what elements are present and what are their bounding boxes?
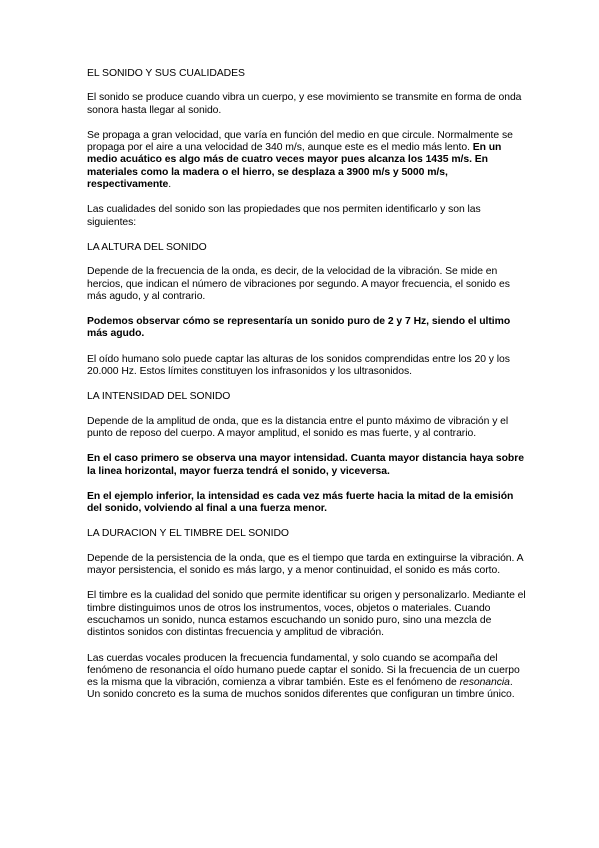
propagation-end: . bbox=[168, 179, 172, 191]
resonancia-text-end: . Un sonido concreto es la suma de muchos sonidos diferentes que configuran un timbre único. bbox=[87, 677, 515, 701]
timbre-paragraph: El timbre es la cualidad del sonido que permite identificar su origen y personalizarlo. Mediante el timbre distinguimos unos de otros los instrumentos, voces, objetos o materiales. Cuando escuchamos un sonido, nunca estamos escuchando un sonido puro, sino una mezcla de distintos sonidos con distintas frecuencia y amplitud de vibración. bbox=[87, 590, 526, 639]
duracion-paragraph-1: Depende de la persistencia de la onda, que es el tiempo que tarda en extinguirse la vibración. A mayor persistencia, el sonido es más largo, y a menor continuidad, el sonido es más corto. bbox=[87, 552, 523, 577]
altura-heading: LA ALTURA DEL SONIDO bbox=[87, 241, 207, 253]
intensidad-paragraph-3 bbox=[87, 491, 527, 516]
duracion-heading: LA DURACION Y EL TIMBRE DEL SONIDO bbox=[87, 528, 289, 540]
resonancia-italic-term: resonancia bbox=[459, 677, 510, 689]
intensidad-paragraph-2 bbox=[87, 453, 527, 478]
altura-bold-text: Podemos observar cómo se representaría un sonido puro de 2 y 7 Hz, siendo el ultimo más agudo. bbox=[87, 316, 511, 340]
altura-paragraph-2 bbox=[87, 316, 527, 341]
altura-paragraph-3: El oído humano solo puede captar las alturas de los sonidos comprendidas entre los 20 y los 20.000 Hz. Estos límites constituyen los infrasonidos y los ultrasonidos. bbox=[87, 353, 510, 378]
propagation-bold-text: En un medio acuático es algo más de cuatro veces mayor pues alcanza los 1435 m/s. En materiales como la madera o el hierro, se desplaza a 3900 m/s y 5000 m/s, respectivamente bbox=[87, 142, 502, 191]
propagation-paragraph bbox=[87, 130, 527, 191]
intensidad-heading: LA INTENSIDAD DEL SONIDO bbox=[87, 391, 231, 403]
document-title: EL SONIDO Y SUS CUALIDADES bbox=[87, 68, 245, 79]
intensidad-bold-text-1: En el caso primero se observa una mayor intensidad. Cuanta mayor distancia haya sobre la linea horizontal, mayor fuerza tendrá el sonido, y viceversa. bbox=[87, 453, 524, 477]
resonancia-text-start: Las cuerdas vocales producen la frecuencia fundamental, y solo cuando se acompaña del fenómeno de resonancia el oído humano puede captar el sonido. Si la frecuencia de un cuerpo es la misma que la vibración, comienza a vibrar también. Este es el fenómeno de bbox=[87, 652, 520, 689]
resonancia-paragraph bbox=[87, 653, 527, 702]
intensidad-paragraph-1: Depende de la amplitud de onda, que es la distancia entre el punto máximo de vibración y el punto de reposo del cuerpo. A mayor amplitud, el sonido es mas fuerte, y al contrario. bbox=[87, 415, 509, 439]
propagation-text: Se propaga a gran velocidad, que varía en función del medio en que circule. Normalmente se propaga por el aire a una velocidad de 340 m/s, aunque este es el medio más lento. bbox=[87, 129, 513, 154]
altura-paragraph-1: Depende de la frecuencia de la onda, es decir, de la velocidad de la vibración. Se mide en hercios, que indican el número de vibraciones por segundo. A mayor frecuencia, el sonido es más agudo, y al contrario. bbox=[87, 266, 510, 302]
document-body bbox=[87, 68, 527, 715]
intensidad-bold-text-2: En el ejemplo inferior, la intensidad es cada vez más fuerte hacia la mitad de la emisión del sonido, volviendo al final a una fuerza menor. bbox=[87, 490, 514, 515]
qualities-intro-paragraph: Las cualidades del sonido son las propiedades que nos permiten identificarlo y son las siguientes: bbox=[87, 204, 481, 228]
intro-paragraph: El sonido se produce cuando vibra un cuerpo, y ese movimiento se transmite en forma de onda sonora hasta llegar al sonido. bbox=[87, 92, 522, 116]
